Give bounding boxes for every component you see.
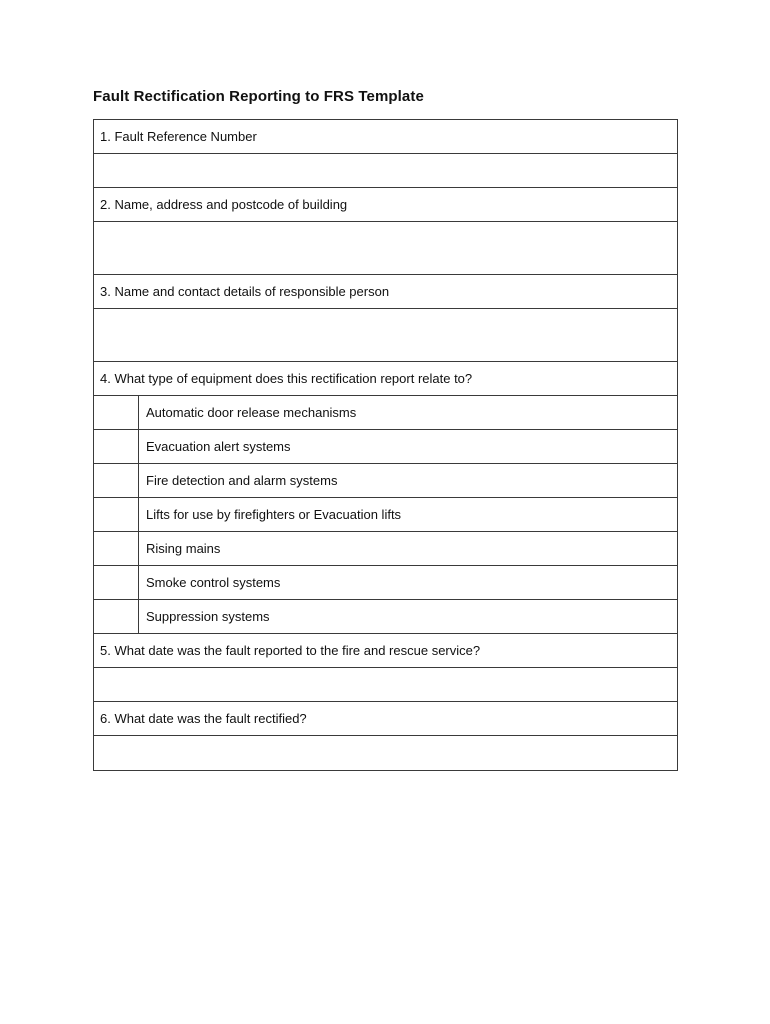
answer-row-6 (94, 736, 678, 771)
building-details-field[interactable] (94, 222, 678, 275)
equipment-checkbox-smoke-control[interactable] (94, 566, 139, 600)
equipment-checkbox-fire-detection[interactable] (94, 464, 139, 498)
fault-rectified-date-field[interactable] (94, 736, 678, 771)
question-row-6 (94, 702, 678, 736)
equipment-checkbox-lifts[interactable] (94, 498, 139, 532)
equipment-option-label: Evacuation alert systems (139, 430, 678, 464)
equipment-option-label: Fire detection and alarm systems (139, 464, 678, 498)
equipment-checkbox-rising-mains[interactable] (94, 532, 139, 566)
equipment-checkbox-suppression[interactable] (94, 600, 139, 634)
equipment-option-label: Automatic door release mechanisms (139, 396, 678, 430)
equipment-option-label: Rising mains (139, 532, 678, 566)
fault-reported-date-field[interactable] (94, 668, 678, 702)
equipment-checkbox-evacuation-alert[interactable] (94, 430, 139, 464)
equipment-option-label: Smoke control systems (139, 566, 678, 600)
equipment-option-row (94, 464, 678, 498)
question-row-2 (94, 188, 678, 222)
responsible-person-field[interactable] (94, 309, 678, 362)
page-title: Fault Rectification Reporting to FRS Template (93, 88, 424, 105)
equipment-type-label: 4. What type of equipment does this rectification report relate to? (94, 362, 678, 396)
fault-reported-date-label: 5. What date was the fault reported to the fire and rescue service? (94, 634, 678, 668)
equipment-option-row (94, 498, 678, 532)
answer-row-1 (94, 154, 678, 188)
equipment-option-label: Suppression systems (139, 600, 678, 634)
fault-rectified-date-label: 6. What date was the fault rectified? (94, 702, 678, 736)
question-row-3 (94, 275, 678, 309)
equipment-option-row (94, 396, 678, 430)
equipment-option-row (94, 532, 678, 566)
question-row-1 (94, 120, 678, 154)
answer-row-5 (94, 668, 678, 702)
fault-report-form (93, 119, 678, 771)
equipment-option-row (94, 600, 678, 634)
equipment-checkbox-automatic-door-release[interactable] (94, 396, 139, 430)
answer-row-3 (94, 309, 678, 362)
question-row-4 (94, 362, 678, 396)
fault-reference-number-field[interactable] (94, 154, 678, 188)
equipment-option-label: Lifts for use by firefighters or Evacuation lifts (139, 498, 678, 532)
fault-reference-number-label: 1. Fault Reference Number (94, 120, 678, 154)
equipment-option-row (94, 430, 678, 464)
building-details-label: 2. Name, address and postcode of building (94, 188, 678, 222)
equipment-option-row (94, 566, 678, 600)
responsible-person-label: 3. Name and contact details of responsible person (94, 275, 678, 309)
question-row-5 (94, 634, 678, 668)
answer-row-2 (94, 222, 678, 275)
